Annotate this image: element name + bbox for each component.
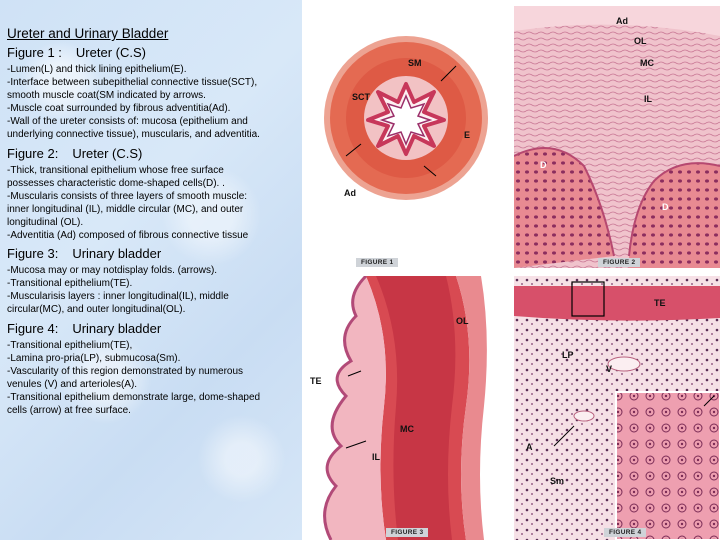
label-ad: Ad (344, 188, 356, 198)
description-line: -Mucosa may or may notdisplay folds. (arrows). (7, 265, 218, 277)
text-panel (0, 0, 302, 540)
label-sm: Sm (550, 476, 565, 486)
description-line: -Transitional epithelium(TE). (7, 278, 133, 290)
description-line: -Wall of the ureter consists of: mucosa (epithelium and (7, 116, 248, 128)
description-line: cells (arrow) at free surface. (7, 404, 131, 416)
description-line: -Lamina pro-pria(LP), submucosa(Sm). (7, 352, 181, 364)
label-te: TE (654, 298, 666, 308)
figure-3-label: Figure 3: (7, 246, 59, 262)
figure-4-description (7, 339, 296, 418)
label-a: A (526, 442, 533, 452)
label-te: TE (310, 376, 322, 386)
label-v: V (606, 364, 613, 374)
description-line: -Vascularity of this region demonstrated by numerous (7, 365, 244, 377)
figure-1-label: Figure 1 : (7, 45, 62, 60)
label-ad: Ad (616, 16, 628, 26)
label-d: D (540, 160, 547, 170)
figure-4-label: Figure 4: (7, 320, 59, 336)
figure-3-subject: Urinary bladder (72, 246, 162, 262)
label-l: L (402, 118, 408, 128)
figure-2-heading (7, 146, 296, 161)
figure-3-description (7, 264, 296, 316)
figure-2-subject: Ureter (C.S) (72, 145, 143, 161)
figure-4-caption: FIGURE 4 (604, 528, 646, 537)
label-il: IL (644, 94, 652, 104)
label-d: D (662, 202, 669, 212)
label-ol: OL (456, 316, 469, 326)
description-line: -Muscularisis layers : inner longitudinal(IL), middle (7, 291, 229, 303)
label-mc: MC (640, 58, 654, 68)
description-line: underlying connective tissue), muscularis, and adventitia. (7, 129, 260, 141)
label-sct: SCT (352, 92, 370, 102)
figure-1-caption: FIGURE 1 (356, 258, 398, 267)
description-line: circular(MC), and outer longitudinal(OL). (7, 304, 186, 316)
label-sm: SM (408, 58, 422, 68)
description-line: -Transitional epithelium(TE), (7, 339, 133, 351)
figure-4-heading (7, 321, 296, 336)
description-line: -Lumen(L) and thick lining epithelium(E). (7, 64, 187, 75)
figure-1-description (7, 63, 296, 142)
figure-2-label: Figure 2: (7, 145, 59, 161)
figure-3-heading (7, 246, 296, 261)
description-line: -Muscle coat surrounded by fibrous adventitia(Ad). (7, 103, 231, 115)
figure-2-caption: FIGURE 2 (598, 258, 640, 267)
figure-4-subject: Urinary bladder (72, 320, 162, 336)
figure-3-image (306, 276, 506, 540)
description-line: inner longitudinal (IL), middle circular (MC), and outer (7, 203, 244, 215)
description-line: -Interface between subepithelial connective tissue(SCT), (7, 77, 258, 89)
figure-2-description (7, 164, 296, 243)
label-il: IL (372, 452, 380, 462)
description-line: -Muscularis consists of three layers of smooth muscle: (7, 190, 248, 202)
description-line: longitudinal (OL). (7, 216, 84, 228)
description-line: smooth muscle coat(SM indicated by arrows. (7, 90, 206, 102)
figure-1-subject: Ureter (C.S) (75, 45, 146, 60)
label-mc: MC (400, 424, 414, 434)
description-line: venules (V) and arterioles(A). (7, 378, 138, 390)
figure-1-heading (7, 45, 296, 60)
figure-3-caption: FIGURE 3 (386, 528, 428, 537)
label-e: E (464, 130, 471, 140)
figure-1-image (306, 6, 506, 268)
description-line: -Transitional epithelium demonstrate large, dome-shaped (7, 391, 261, 403)
page-title: Ureter and Urinary Bladder (7, 26, 169, 41)
description-line: -Thick, transitional epithelium whose free surface (7, 164, 224, 176)
label-lp: LP (562, 350, 574, 360)
figure-4-image (514, 276, 720, 540)
figure-2-image (514, 6, 720, 268)
description-line: possesses characteristic dome-shaped cells(D). . (7, 177, 225, 189)
label-ol: OL (634, 36, 647, 46)
description-line: -Adventitia (Ad) composed of fibrous connective tissue (7, 230, 249, 242)
